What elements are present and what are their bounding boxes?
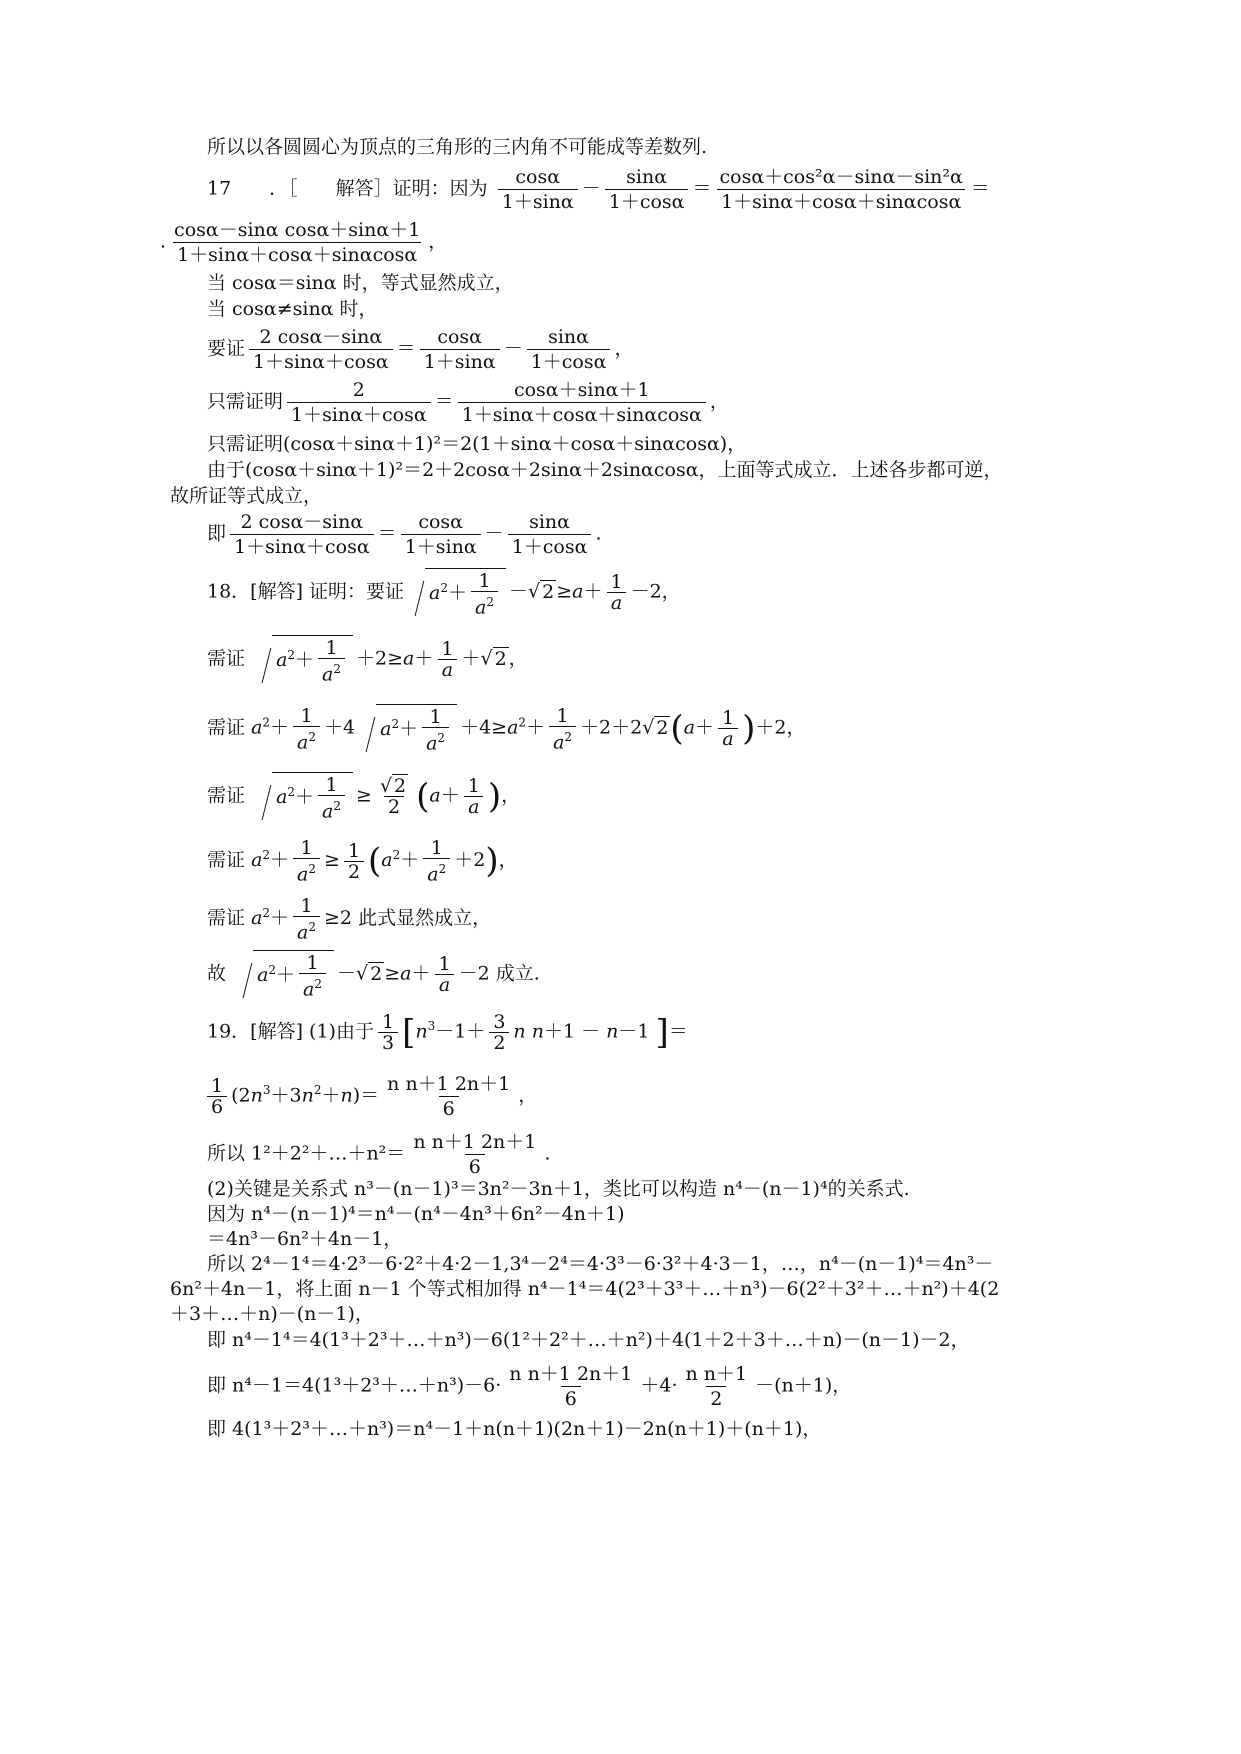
- text-line: 即 4(1³＋2³＋…＋n³)＝n⁴－1＋n(n＋1)(2n＋1)－2n(n＋1)＋(n＋1)，: [207, 1418, 822, 1440]
- math-line: $\frac{1}{6}$ $(2n^3+3n^2+n)=$ $\frac{\text{n n＋1 2n＋1}}{6}$ ，: [203, 1072, 537, 1121]
- math-line: 故 $a^2+$ $\frac{1}{a^2}$ －√ 2 ≥a＋ $\frac{1}{a}$ －2 成立.: [207, 952, 540, 1001]
- math-line: 需证 $a^2+$ $\frac{1}{a^2}$ ＋2≥a＋ $\frac{1}{a}$ ＋√ 2 ，: [207, 637, 528, 686]
- fraction: $\frac{2 \cos\alpha-\sin\alpha}{1+\sin\alpha+\cos\alpha}$: [230, 510, 374, 559]
- fraction: $\frac{\text{cosα－sinα cosα＋sinα＋1}}{1+\sin\alpha+\cos\alpha+\sin\alpha\cos\alpha}$: [174, 219, 421, 266]
- fraction: $\frac{\text{cosα＋cos²α－sinα－sin²α}}{1+\sin\alpha+\cos\alpha+\sin\alpha\cos\alpha}$: [716, 165, 967, 214]
- fraction: $\frac{\sin\alpha}{1+\cos\alpha}$: [605, 165, 689, 214]
- math-line: 即 n⁴－1＝4(1³＋2³＋…＋n³)－6· $\frac{\text{n n＋1 2n＋1}}{6}$ ＋4· $\frac{\text{n n＋1}}{2}$ －(n＋1)，: [207, 1363, 852, 1410]
- text-line: 所以 2⁴－1⁴＝4·2³－6·2²＋4·2－1,3⁴－2⁴＝4·3³－6·3²＋4·3－1，…，n⁴－(n－1)⁴＝4n³－: [207, 1253, 994, 1275]
- text-line: ＋3＋…＋n)－(n－1)，: [170, 1303, 374, 1325]
- fraction: $\frac{2}{1+\sin\alpha+\cos\alpha}$: [287, 378, 431, 427]
- math-line: 即 $\frac{2 \cos\alpha-\sin\alpha}{1+\sin\alpha+\cos\alpha}$ ＝ $\frac{\cos\alpha}{1+\sin\alpha}$ － $\frac{\sin\alpha}{1+\cos\alpha}$ .: [207, 511, 602, 558]
- text-line: 当 cosα＝sinα 时，等式显然成立，: [207, 272, 514, 294]
- p17-line: 17 ．［ 解答］证明：因为 $\frac{\cos\alpha}{1+\sin\alpha}$ － $\frac{\sin\alpha}{1+\cos\alpha}$ ＝ $\frac{\text{cosα＋cos²α－sinα－sin²α}}{1+\sin\alpha+\cos\alpha+\sin\alpha\cos\alpha}$ ＝: [207, 166, 990, 213]
- fraction: $\frac{\cos\alpha}{1+\sin\alpha}$: [420, 325, 500, 374]
- text-line: 当 cosα≠sinα 时，: [207, 298, 378, 320]
- text-line: 由于(cosα＋sinα＋1)²＝2＋2cosα＋2sinα＋2sinαcosα，上面等式成立．上述各步都可逆，: [207, 459, 1003, 481]
- text-line: 6n²＋4n－1，将上面 n－1 个等式相加得 n⁴－1⁴＝4(2³＋3³＋…＋n³)－6(2²＋3²＋…＋n²)＋4(2: [170, 1278, 1000, 1300]
- text-line: 因为 n⁴－(n－1)⁴＝n⁴－(n⁴－4n³＋6n²－4n＋1): [207, 1203, 625, 1225]
- p17-line-2: . $\frac{\text{cosα－sinα cosα＋sinα＋1}}{1+\sin\alpha+\cos\alpha+\sin\alpha\cos\alpha}$ ，: [160, 219, 448, 266]
- text-line: (2)关键是关系式 n³－(n－1)³＝3n²－3n＋1，类比可以构造 n⁴－(n－1)⁴的关系式.: [207, 1178, 910, 1200]
- text-line: 故所证等式成立，: [170, 485, 323, 507]
- p18-line: 18．[解答] 证明：要证 $a^2+$ $\frac{1}{a^2}$ －√ 2 ≥a＋ $\frac{1}{a}$ －2，: [207, 570, 681, 619]
- math-line: 需证 $a^2+$ $\frac{1}{a^2}$ ＋4 $a^2+$ $\frac{1}{a^2}$ $+4\ge a^2+$ $\frac{1}{a^2}$ ＋2＋2√ 2(a＋ $\frac{1}{a}$ )＋2，: [207, 704, 806, 755]
- fraction: $\frac{\cos\alpha}{1+\sin\alpha}$: [498, 165, 578, 214]
- p19-line: 19．[解答] (1)由于 $\frac{1}{3}$ [$n^3-1+$ $\frac{3}{2}$ n n＋1 － n－1 ]＝: [207, 1011, 688, 1054]
- text-line: 只需证明(cosα＋sinα＋1)²＝2(1＋sinα＋cosα＋sinαcosα)，: [207, 433, 747, 455]
- fraction: $\frac{\sin\alpha}{1+\cos\alpha}$: [527, 325, 611, 374]
- text-line: ＝4n³－6n²＋4n－1，: [207, 1228, 403, 1250]
- fraction: $\frac{2 \cos\alpha-\sin\alpha}{1+\sin\alpha+\cos\alpha}$: [249, 325, 393, 374]
- math-line: 需证 $a^2+$ $\frac{1}{a^2}$ ≥ $\frac{√ 2}{2}$ (a＋ $\frac{1}{a}$ )，: [207, 774, 521, 823]
- math-line: 只需证明 $\frac{2}{1+\sin\alpha+\cos\alpha}$ ＝ $\frac{\cos\alpha+\sin\alpha+1}{1+\sin\alpha+\cos\alpha+\sin\alpha\cos\alpha}$ ，: [207, 379, 729, 426]
- fraction: $\frac{\cos\alpha}{1+\sin\alpha}$: [401, 510, 481, 559]
- text-line: 即 n⁴－1⁴＝4(1³＋2³＋…＋n³)－6(1²＋2²＋…＋n²)＋4(1＋2＋3＋…＋n)－(n－1)－2，: [207, 1329, 970, 1351]
- fraction: $\frac{\cos\alpha+\sin\alpha+1}{1+\sin\alpha+\cos\alpha+\sin\alpha\cos\alpha}$: [458, 378, 706, 427]
- math-line: 所以 1²＋2²＋…＋n²＝ $\frac{\text{n n＋1 2n＋1}}{6}$ .: [207, 1131, 551, 1178]
- math-line: 需证 $a^2+$ $\frac{1}{a^2}$ ≥ $\frac{1}{2}$ ($a^2+$ $\frac{1}{a^2}$ ＋2)，: [207, 837, 518, 886]
- math-line: 需证 $a^2+$ $\frac{1}{a^2}$ ≥2 此式显然成立，: [207, 895, 492, 944]
- text-line-1: 所以以各圆圆心为顶点的三角形的三内角不可能成等差数列.: [207, 136, 708, 158]
- math-line: 要证 $\frac{2 \cos\alpha-\sin\alpha}{1+\sin\alpha+\cos\alpha}$ ＝ $\frac{\cos\alpha}{1+\sin\alpha}$ － $\frac{\sin\alpha}{1+\cos\alpha}$ ，: [207, 326, 634, 373]
- fraction: $\frac{\sin\alpha}{1+\cos\alpha}$: [508, 510, 592, 559]
